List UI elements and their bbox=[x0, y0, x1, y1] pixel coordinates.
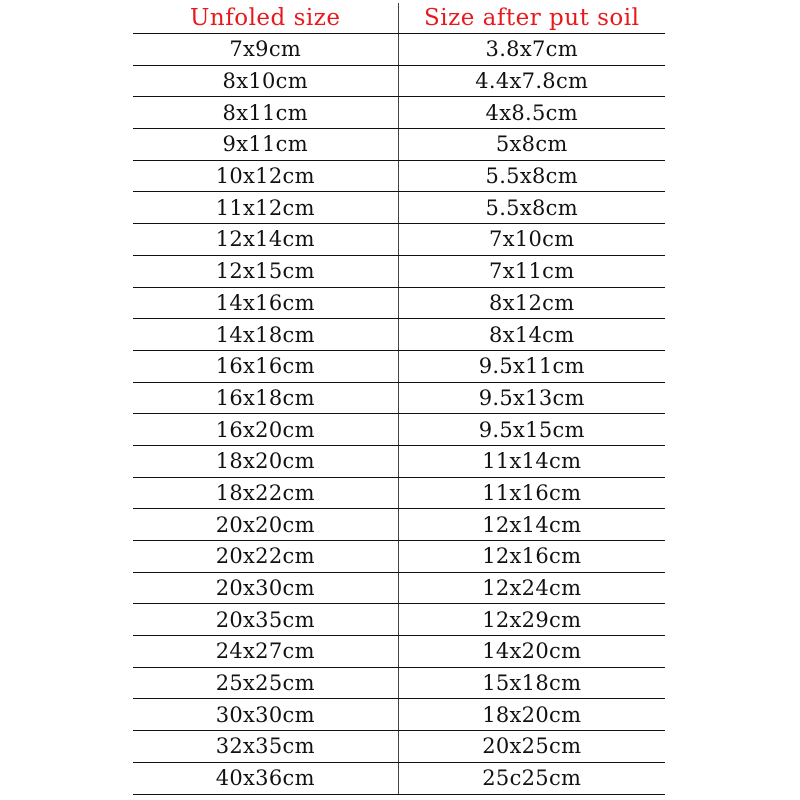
soil-size-cell: 12x16cm bbox=[398, 541, 665, 573]
table-row bbox=[133, 636, 665, 668]
unfolded-size-cell: 40x36cm bbox=[133, 762, 398, 794]
unfolded-size-cell: 7x9cm bbox=[133, 34, 398, 66]
unfolded-size-cell: 18x22cm bbox=[133, 477, 398, 509]
unfolded-size-cell: 12x15cm bbox=[133, 255, 398, 287]
table-row bbox=[133, 509, 665, 541]
soil-size-cell: 4x8.5cm bbox=[398, 97, 665, 129]
unfolded-size-cell: 16x16cm bbox=[133, 350, 398, 382]
table-row bbox=[133, 34, 665, 66]
table-row bbox=[133, 192, 665, 224]
header-row bbox=[133, 3, 665, 34]
table-row bbox=[133, 604, 665, 636]
table-row bbox=[133, 731, 665, 763]
unfolded-size-cell: 11x12cm bbox=[133, 192, 398, 224]
table-row bbox=[133, 319, 665, 351]
soil-size-cell: 8x12cm bbox=[398, 287, 665, 319]
table-row bbox=[133, 414, 665, 446]
soil-size-cell: 8x14cm bbox=[398, 319, 665, 351]
unfolded-size-cell: 14x18cm bbox=[133, 319, 398, 351]
unfolded-size-cell: 32x35cm bbox=[133, 731, 398, 763]
soil-size-cell: 4.4x7.8cm bbox=[398, 65, 665, 97]
table-row bbox=[133, 129, 665, 161]
unfolded-size-cell: 9x11cm bbox=[133, 129, 398, 161]
soil-size-cell: 11x16cm bbox=[398, 477, 665, 509]
soil-size-cell: 12x24cm bbox=[398, 572, 665, 604]
soil-size-cell: 15x18cm bbox=[398, 667, 665, 699]
soil-size-cell: 12x29cm bbox=[398, 604, 665, 636]
table-row bbox=[133, 97, 665, 129]
soil-size-cell: 12x14cm bbox=[398, 509, 665, 541]
table-row bbox=[133, 255, 665, 287]
unfolded-size-cell: 20x35cm bbox=[133, 604, 398, 636]
table-row bbox=[133, 445, 665, 477]
soil-size-cell: 14x20cm bbox=[398, 636, 665, 668]
unfolded-size-cell: 16x20cm bbox=[133, 414, 398, 446]
soil-size-cell: 3.8x7cm bbox=[398, 34, 665, 66]
soil-size-cell: 7x10cm bbox=[398, 224, 665, 256]
table-row bbox=[133, 350, 665, 382]
soil-size-cell: 11x14cm bbox=[398, 445, 665, 477]
soil-size-cell: 9.5x15cm bbox=[398, 414, 665, 446]
unfolded-size-cell: 24x27cm bbox=[133, 636, 398, 668]
table-row bbox=[133, 160, 665, 192]
table-row bbox=[133, 477, 665, 509]
soil-size-cell: 9.5x11cm bbox=[398, 350, 665, 382]
unfolded-size-cell: 12x14cm bbox=[133, 224, 398, 256]
unfolded-size-cell: 14x16cm bbox=[133, 287, 398, 319]
table-row bbox=[133, 667, 665, 699]
unfolded-size-cell: 16x18cm bbox=[133, 382, 398, 414]
soil-size-cell: 9.5x13cm bbox=[398, 382, 665, 414]
soil-size-cell: 5.5x8cm bbox=[398, 160, 665, 192]
unfolded-size-cell: 20x20cm bbox=[133, 509, 398, 541]
table-row bbox=[133, 382, 665, 414]
table-row bbox=[133, 224, 665, 256]
table-row bbox=[133, 541, 665, 573]
header-unfolded-size: Unfoled size bbox=[133, 3, 398, 34]
unfolded-size-cell: 25x25cm bbox=[133, 667, 398, 699]
soil-size-cell: 20x25cm bbox=[398, 731, 665, 763]
unfolded-size-cell: 20x22cm bbox=[133, 541, 398, 573]
table-row bbox=[133, 762, 665, 794]
soil-size-cell: 7x11cm bbox=[398, 255, 665, 287]
soil-size-cell: 5.5x8cm bbox=[398, 192, 665, 224]
unfolded-size-cell: 20x30cm bbox=[133, 572, 398, 604]
table-row bbox=[133, 65, 665, 97]
unfolded-size-cell: 30x30cm bbox=[133, 699, 398, 731]
unfolded-size-cell: 8x11cm bbox=[133, 97, 398, 129]
unfolded-size-cell: 10x12cm bbox=[133, 160, 398, 192]
size-table bbox=[133, 3, 665, 795]
soil-size-cell: 18x20cm bbox=[398, 699, 665, 731]
soil-size-cell: 5x8cm bbox=[398, 129, 665, 161]
table-row bbox=[133, 287, 665, 319]
unfolded-size-cell: 18x20cm bbox=[133, 445, 398, 477]
soil-size-cell: 25c25cm bbox=[398, 762, 665, 794]
table-row bbox=[133, 572, 665, 604]
header-size-after-soil: Size after put soil bbox=[398, 3, 665, 34]
unfolded-size-cell: 8x10cm bbox=[133, 65, 398, 97]
table-row bbox=[133, 699, 665, 731]
